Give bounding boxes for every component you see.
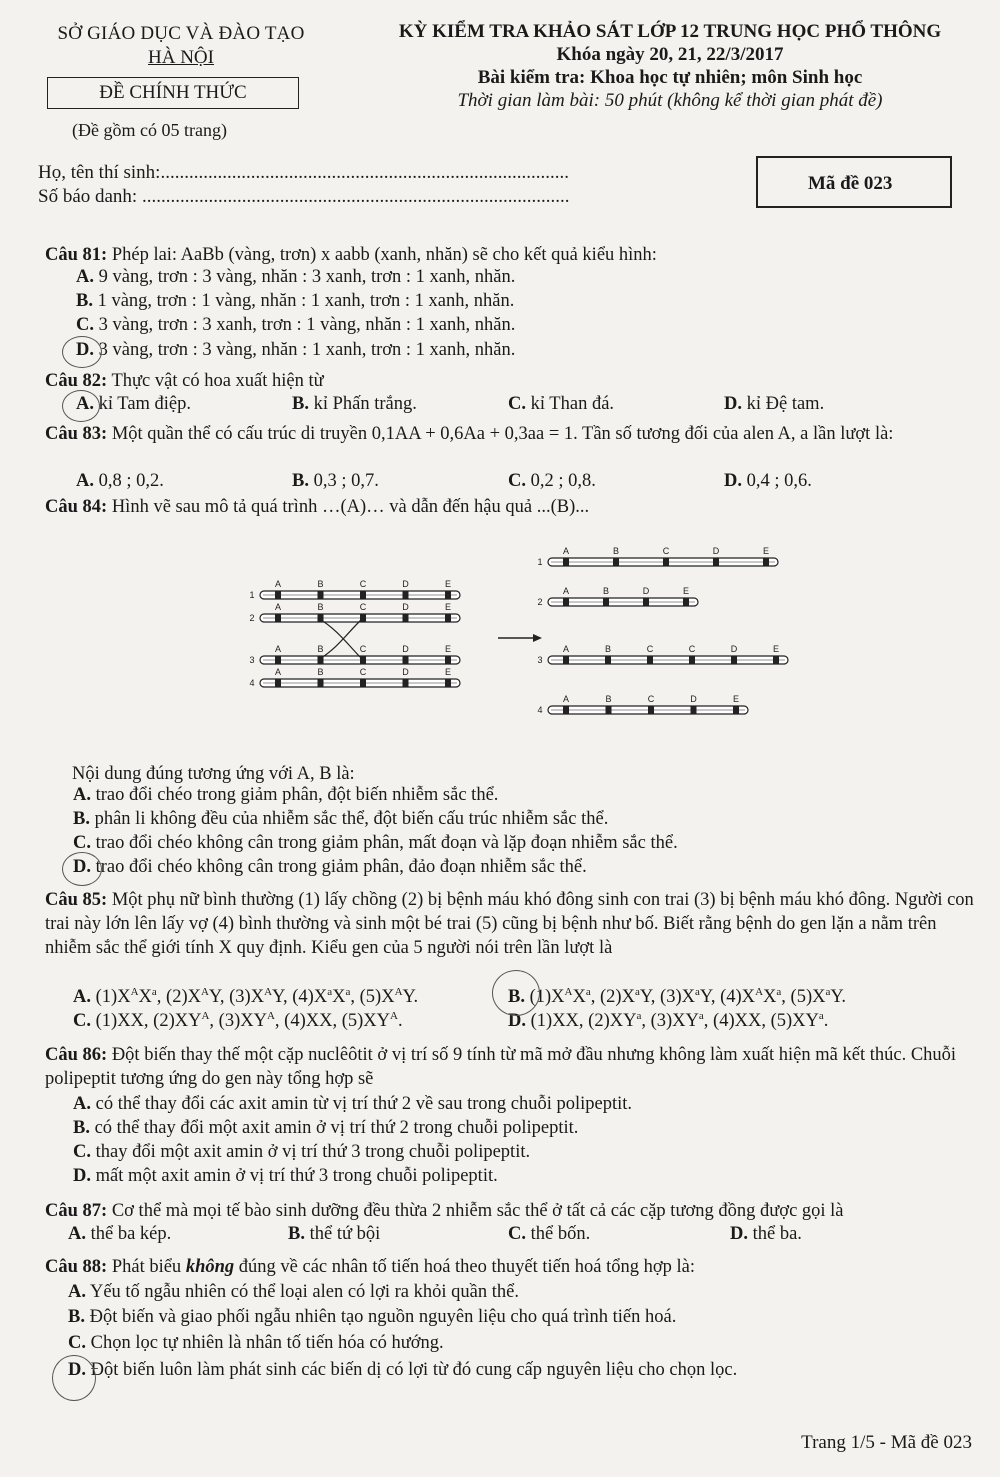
gene-label: B [317,579,324,589]
gene-band [275,614,281,622]
question-number: Câu 82: [45,371,108,391]
gene-label: C [359,602,367,612]
option-text: Yếu tố ngẫu nhiên có thể loại alen có lợi ra khỏi quần thể. [89,1282,519,1302]
option-label: D. [724,394,742,414]
pen-circle-mark [62,852,102,886]
gene-label: A [562,546,570,556]
chromosome-number: 2 [249,613,255,623]
q85-option-c: C. (1)XX, $(2)XY^A$, $(3)XY^A$, (4)XX, $(5)XY^A$. [73,1009,403,1031]
gene-band [275,656,281,664]
gene-band [606,706,612,714]
option-label: A. [76,471,94,491]
chromosome-crossover-diagram [248,540,808,725]
option-text: 3 vàng, trơn : 3 xanh, trơn : 1 vàng, nhăn : 1 xanh, nhăn. [98,315,516,335]
gene-label: A [562,644,570,654]
option-label: B. [288,1224,305,1244]
question-text: Đột biến thay thế một cặp nuclêôtit ở vị trí số 9 tính từ mã mở đầu nhưng không làm xuất hiện mã kết thúc. Chuỗi polipeptit tương ứng do gen này tổng hợp sẽ [45,1045,957,1089]
option-text: 0,2 ; 0,8. [530,471,596,491]
question-number: Câu 86: [45,1045,108,1065]
gene-label: D [730,644,738,654]
gene-band [773,656,779,664]
gene-band [563,706,569,714]
gene-label: B [317,667,324,677]
gene-label: E [732,694,740,704]
gene-label: C [662,546,670,556]
option-label: B. [73,1118,90,1138]
gene-band [647,656,653,664]
q83-option-d [724,471,812,492]
q81-option-b [76,291,514,312]
gene-band [360,591,366,599]
option-text: kỉ Đệ tam. [746,394,825,414]
question-number: Câu 84: [45,497,108,517]
option-text: kỉ Phấn trắng. [313,394,417,414]
option-text: mất một axit amin ở vị trí thứ 3 trong chuỗi polipeptit. [95,1166,498,1186]
question-84 [45,495,975,519]
option-label: B. [68,1307,85,1327]
option-text: thay đổi một axit amin ở vị trí thứ 3 trong chuỗi polipeptit. [95,1142,531,1162]
gene-band [733,706,739,714]
q83-option-b [292,471,379,492]
gene-label: B [604,644,612,654]
gene-label: D [712,546,720,556]
option-text: trao đổi chéo không cân trong giảm phân, đảo đoạn nhiễm sắc thể. [95,857,587,877]
gene-band [689,656,695,664]
gene-band [683,598,689,606]
gene-band [445,614,451,622]
option-label: A. [73,987,91,1007]
gene-label: C [359,644,367,654]
gene-band [563,598,569,606]
gene-label: A [562,586,570,596]
gene-label: B [317,602,324,612]
gene-label: A [274,579,282,589]
gene-band [275,591,281,599]
option-label: C. [508,1224,526,1244]
gene-band [605,656,611,664]
question-83 [45,422,975,446]
gene-label: C [646,644,654,654]
process-arrow-icon [533,634,542,642]
q82-option-d [724,394,824,415]
q83-option-c [508,471,596,492]
gene-label: C [688,644,696,654]
option-text: có thể thay đổi một axit amin ở vị trí thứ 2 trong chuỗi polipeptit. [94,1118,579,1138]
q85-option-a: A. $(1)X^AX^a$, $(2)X^AY$, $(3)X^AY$, $(4)X^aX^a$, $(5)X^AY$. [73,985,419,1007]
option-label: A. [73,785,91,805]
pen-circle-mark [62,336,102,368]
q88-option-b [68,1307,676,1328]
option-text: thể ba kép. [90,1224,172,1244]
chromosome-number: 1 [537,557,543,567]
chromosome-number: 3 [537,655,543,665]
gene-band [691,706,697,714]
option-label: D. [730,1224,748,1244]
option-label: B. [508,987,525,1007]
candidate-name-line: Họ, tên thí sinh:...................................................................................... [38,162,569,183]
option-text: trao đổi chéo không cân trong giảm phân, mất đoạn và lặp đoạn nhiễm sắc thể. [95,833,678,853]
gene-label: C [647,694,655,704]
gene-band [403,591,409,599]
department-name: SỞ GIÁO DỤC VÀ ĐÀO TẠO [57,23,305,44]
question-text: Một quần thể có cấu trúc di truyền 0,1AA + 0,6Aa + 0,3aa = 1. Tần số tương đối của alen A, a lần lượt là: [111,424,894,444]
question-text-post: đúng về các nhân tố tiến hoá theo thuyết tiến hoá tổng hợp là: [234,1257,695,1277]
option-label: C. [73,1011,91,1031]
question-85 [45,888,975,960]
option-text: kỉ Tam điệp. [98,394,192,414]
option-text: phân li không đều của nhiễm sắc thể, đột biến cấu trúc nhiễm sắc thể. [94,809,609,829]
gene-band [643,598,649,606]
header-right [340,20,1000,112]
question-text: Hình vẽ sau mô tả quá trình …(A)… và dẫn đến hậu quả ...(B)... [111,497,590,517]
header-left [36,22,326,70]
q85-option-b: B. $(1)X^AX^a$, $(2)X^aY$, $(3)X^aY$, $(4)X^AX^a$, $(5)X^aY$. [508,985,846,1007]
page-footer: Trang 1/5 - Mã đề 023 [801,1432,972,1453]
q84-option-b [73,809,608,830]
candidate-id-line: Số báo danh: .......................................................................................... [38,186,570,207]
q86-option-b [73,1118,578,1139]
question-number: Câu 85: [45,890,108,910]
option-label: D. [76,340,94,360]
option-label: D. [68,1360,86,1380]
gene-band [613,558,619,566]
gene-label: A [562,694,570,704]
option-text: 0,4 ; 0,6. [746,471,812,491]
option-text: Đột biến luôn làm phát sinh các biến dị có lợi từ đó cung cấp nguyên liệu cho chọn lọc. [90,1360,738,1380]
option-text: 0,3 ; 0,7. [313,471,379,491]
option-label: C. [73,833,91,853]
pen-circle-mark [52,1355,96,1401]
gene-label: E [772,644,780,654]
option-text: thể tứ bội [309,1224,381,1244]
q82-option-b [292,394,417,415]
gene-label: D [402,602,409,612]
chromosome-pairing-left [249,579,460,688]
q86-option-c [73,1142,530,1163]
gene-band [403,679,409,687]
question-text-pre: Phát biểu [111,1257,186,1277]
gene-label: A [274,667,282,677]
option-label: B. [292,394,309,414]
gene-label: C [359,667,367,677]
option-label: C. [73,1142,91,1162]
option-text: Chọn lọc tự nhiên là nhân tố tiến hóa có hướng. [90,1333,444,1353]
option-label: C. [508,471,526,491]
question-text: Một phụ nữ bình thường (1) lấy chồng (2) bị bệnh máu khó đông sinh con trai (3) bị bệnh máu khó đông. Người con trai này lớn lên lấy vợ (4) bình thường và sinh một bé trai (5) cũng bị bệnh như bố. Biết rằng bệnh do gen lặn a nằm trên nhiễm sắc thể giới tính X quy định. Kiểu gen của 5 người nói trên lần lượt là [45,890,974,958]
option-label: A. [73,1094,91,1114]
gene-band [275,679,281,687]
gene-band [603,598,609,606]
q87-option-c [508,1224,590,1245]
q84-option-a [73,785,498,806]
option-label: A. [76,394,94,414]
exam-subject: Bài kiểm tra: Khoa học tự nhiên; môn Sinh học [477,67,863,88]
gene-label: E [444,644,452,654]
question-text: Cơ thể mà mọi tế bào sinh dưỡng đều thừa 2 nhiễm sắc thể ở tất cả các cặp tương đồng được gọi là [111,1201,844,1221]
q88-option-d [68,1360,737,1381]
option-label: D. [73,857,91,877]
question-number: Câu 87: [45,1201,108,1221]
exam-duration: Thời gian làm bài: 50 phút (không kể thời gian phát đề) [457,90,883,111]
gene-band [663,558,669,566]
option-label: A. [76,267,94,287]
question-prompt: Nội dung đúng tương ứng với A, B là: [72,764,355,784]
gene-band [713,558,719,566]
option-label: B. [76,291,93,311]
question-number: Câu 88: [45,1257,108,1277]
option-label: B. [73,809,90,829]
q81-option-d [76,340,515,361]
gene-label: B [602,586,610,596]
city-name: HÀ NỘI [148,47,214,68]
gene-band [360,679,366,687]
option-label: D. [724,471,742,491]
chromosome-result-right [537,546,788,715]
option-text: 0,8 ; 0,2. [98,471,164,491]
option-text: trao đổi chéo trong giảm phân, đột biến nhiễm sắc thể. [95,785,499,805]
gene-band [731,656,737,664]
question-number: Câu 83: [45,424,108,444]
question-text: Phép lai: AaBb (vàng, trơn) x aabb (xanh, nhăn) sẽ cho kết quả kiểu hình: [111,245,657,265]
option-label: B. [292,471,309,491]
q84-option-c [73,833,678,854]
option-label: D. [73,1166,91,1186]
pen-circle-mark [492,970,540,1016]
chromosome-number: 1 [249,590,255,600]
option-label: C. [508,394,526,414]
option-text: kỉ Than đá. [530,394,615,414]
gene-label: D [402,644,409,654]
gene-label: C [359,579,367,589]
q87-option-d [730,1224,802,1245]
chromosome-number: 2 [537,597,543,607]
gene-label: D [690,694,697,704]
gene-label: D [402,579,409,589]
gene-band [648,706,654,714]
gene-label: B [612,546,620,556]
gene-label: A [274,644,282,654]
exam-code: Mã đề 023 [756,156,952,208]
gene-label: B [317,644,324,654]
question-87 [45,1199,975,1223]
q87-option-b [288,1224,380,1245]
chromosome-number: 4 [249,678,255,688]
q82-option-c [508,394,614,415]
option-text: Đột biến và giao phối ngẫu nhiên tạo nguồn nguyên liệu cho quá trình tiến hoá. [89,1307,677,1327]
gene-label: E [682,586,690,596]
option-text: 9 vàng, trơn : 3 vàng, nhăn : 3 xanh, trơn : 1 xanh, nhăn. [98,267,516,287]
q84-prompt [45,762,975,786]
gene-band [445,679,451,687]
question-88 [45,1255,975,1279]
option-text: thể ba. [752,1224,802,1244]
gene-band [318,679,324,687]
q86-option-d [73,1166,498,1187]
gene-label: E [444,579,452,589]
question-86 [45,1043,975,1091]
question-81 [45,243,975,267]
gene-band [403,614,409,622]
question-82 [45,369,975,393]
option-label: C. [68,1333,86,1353]
chromosome-number: 4 [537,705,543,715]
gene-label: E [762,546,770,556]
q81-option-a [76,267,515,288]
q84-option-d [73,857,587,878]
gene-label: D [402,667,409,677]
gene-label: A [274,602,282,612]
gene-band [563,558,569,566]
option-text: 3 vàng, trơn : 3 vàng, nhăn : 1 xanh, trơn : 1 xanh, nhăn. [98,340,516,360]
option-text: có thể thay đổi các axit amin từ vị trí thứ 2 về sau trong chuỗi polipeptit. [95,1094,633,1114]
gene-band [445,656,451,664]
option-text: thể bốn. [530,1224,591,1244]
gene-label: D [642,586,650,596]
gene-label: E [444,602,452,612]
q85-option-d: D. (1)XX, $(2)XY^a$, $(3)XY^a$, (4)XX, $(5)XY^a$. [508,1009,829,1031]
option-text: 1 vàng, trơn : 1 vàng, nhăn : 1 xanh, trơn : 1 xanh, nhăn. [97,291,515,311]
exam-title: KỲ KIỂM TRA KHẢO SÁT LỚP 12 TRUNG HỌC PHỔ THÔNG [398,21,942,42]
option-label: A. [68,1282,86,1302]
q81-option-c [76,315,515,336]
gene-band [403,656,409,664]
exam-dates: Khóa ngày 20, 21, 22/3/2017 [556,44,784,65]
q83-option-a [76,471,164,492]
pen-circle-mark [62,390,100,422]
q88-option-a [68,1282,519,1303]
pages-note: (Đề gồm có 05 trang) [72,120,227,140]
gene-label: B [605,694,612,704]
q88-option-c [68,1333,444,1354]
question-text: Thực vật có hoa xuất hiện từ [111,371,324,391]
chromosome-number: 3 [249,655,255,665]
question-text-emphasis: không [185,1257,235,1277]
option-label: D. [508,1011,526,1031]
gene-band [445,591,451,599]
gene-band [763,558,769,566]
gene-label: E [444,667,452,677]
question-number: Câu 81: [45,245,108,265]
q87-option-a [68,1224,171,1245]
gene-band [318,591,324,599]
gene-band [563,656,569,664]
official-label: ĐỀ CHÍNH THỨC [47,77,299,109]
option-label: C. [76,315,94,335]
q86-option-a [73,1094,632,1115]
option-label: A. [68,1224,86,1244]
